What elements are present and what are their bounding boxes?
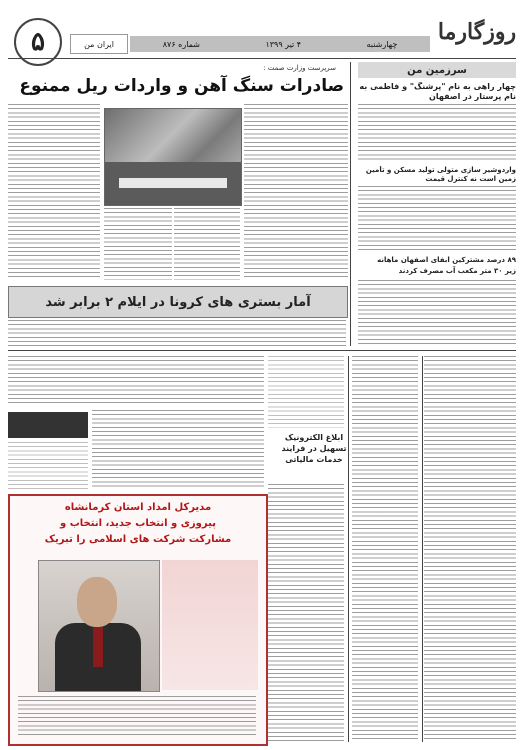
ad-portrait <box>38 560 160 692</box>
main-col-right <box>244 104 348 280</box>
section-label: ایران من <box>70 34 128 54</box>
ad-decor <box>162 560 258 690</box>
story1-body <box>358 104 516 162</box>
newspaper-logo: روزگارما <box>437 19 517 45</box>
mid-rule <box>8 350 516 351</box>
pull-quote <box>8 412 88 438</box>
story2 <box>358 166 516 186</box>
story3-title2: زیر ۳۰ متر مکعب آب مصرف کردند <box>398 266 516 275</box>
left-article-body-side <box>8 442 88 490</box>
portrait-tie <box>93 627 103 667</box>
ad-body-text <box>18 696 256 736</box>
photo-table <box>119 178 228 188</box>
page-number: ۵ <box>14 18 62 66</box>
classified-col-1 <box>424 356 516 742</box>
story3-title1: ۸۹ درصد مشترکین ‌آبفای اصفهان ماهانه <box>377 256 516 264</box>
corona-body <box>8 320 346 346</box>
corona-headline: آمار بستری های کرونا در ایلام ۲ برابر شد <box>8 286 348 318</box>
congratulation-ad <box>8 494 268 746</box>
classified-col-2 <box>352 356 418 742</box>
right-column-divider <box>350 62 351 346</box>
portrait-face <box>77 577 117 627</box>
main-col-mid2 <box>174 208 240 280</box>
issue-number: شماره ۸۷۶ <box>162 39 201 49</box>
ad-line1: مدیرکل امداد استان کرمانشاه <box>64 502 212 513</box>
issue-info-bar <box>130 36 430 52</box>
section-title-sarzamin: سرزمین من <box>358 62 516 78</box>
story3-body <box>358 280 516 344</box>
story2-body <box>358 186 516 250</box>
main-col-left <box>8 104 100 280</box>
weekday: چهارشنبه <box>366 39 398 49</box>
left-article-body-mid <box>92 410 264 490</box>
issue-date: ۴ تیر ۱۳۹۹ <box>265 39 302 49</box>
story1 <box>358 82 516 104</box>
left-article-body-top <box>8 356 264 406</box>
story2-title: واردوشیر سازی متولی تولید مسکن و تأمین زمین است نه کنترل قیمت <box>365 166 516 183</box>
ad-line2: پیروزی و انتخاب جدید، انتخاب و <box>60 518 216 529</box>
main-kicker: سرپرست وزارت صمت : <box>263 64 336 72</box>
divider-1 <box>422 356 423 742</box>
eservices-headline: ابلاغ الکترونیک تسهیل در فرایند خدمات مالیاتی <box>281 433 347 465</box>
divider-2 <box>348 356 349 742</box>
masthead <box>8 8 516 58</box>
main-headline: صادرات سنگ آهن و واردات ریل ممنوع <box>19 76 344 96</box>
classified-col-3 <box>268 484 344 742</box>
header-rule <box>8 58 516 59</box>
main-col-mid1 <box>104 208 172 280</box>
meeting-photo <box>104 108 242 206</box>
story3 <box>358 256 516 278</box>
ad-line3: مشارکت شرکت های اسلامی را تبریک <box>44 534 232 545</box>
classified-col-3-top <box>268 356 344 428</box>
story1-title: چهار راهی به نام "پرشنگ" و فاطمی به نام پرستار در اصفهان <box>359 82 516 101</box>
